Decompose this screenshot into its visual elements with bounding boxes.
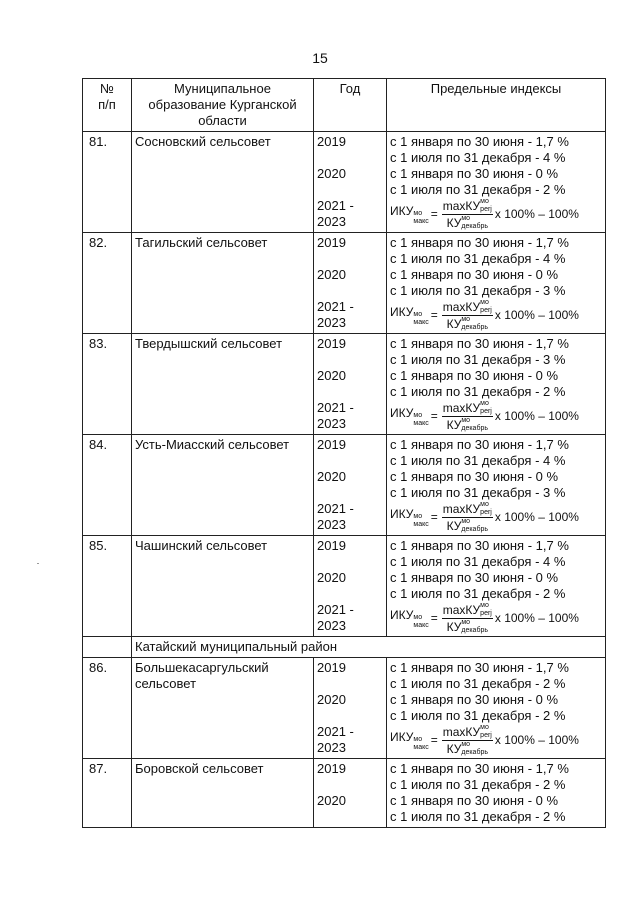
- formula-num-indices: [480, 501, 492, 517]
- table-row: [83, 334, 606, 435]
- municipality-name: Боровской сельсовет: [132, 759, 314, 828]
- header-municipality: Муниципальное образование Курганской области: [132, 79, 314, 132]
- formula-lhs-sub: макс: [413, 520, 429, 528]
- row-number: 86.: [83, 658, 132, 759]
- formula-lhs: [390, 729, 429, 752]
- table-row: [83, 132, 606, 233]
- formula-lhs-sup: мо: [413, 411, 423, 419]
- indices-cell: [387, 658, 606, 759]
- formula-den-sup: мо: [461, 214, 471, 222]
- formula-num-sub: perj: [480, 306, 492, 314]
- formula-den-sup: мо: [461, 416, 471, 424]
- year-spacer: [317, 251, 383, 267]
- formula-num-symbol: maxКУ: [442, 299, 481, 314]
- municipality-name: Усть-Миасский сельсовет: [132, 435, 314, 536]
- row-number: 84.: [83, 435, 132, 536]
- formula-den-indices: [461, 619, 488, 635]
- formula-lhs-sub: макс: [413, 318, 429, 326]
- formula-numerator: [442, 400, 493, 417]
- formula-lhs-indices: [413, 614, 428, 630]
- table-row: [83, 658, 606, 759]
- formula-lhs-symbol: ИКУ: [390, 607, 414, 622]
- formula-lhs-sup: мо: [413, 512, 423, 520]
- municipality-name: Сосновский сельсовет: [132, 132, 314, 233]
- year-value: 2020: [317, 166, 346, 181]
- year-value: 2020: [317, 267, 346, 282]
- year-value: 2021 -: [317, 400, 354, 415]
- year-value: 2023: [317, 416, 346, 431]
- index-line: с 1 июля по 31 декабря - 4 %: [390, 251, 566, 266]
- year-cell: [314, 759, 387, 828]
- year-spacer: [317, 283, 383, 299]
- index-line: с 1 января по 30 июня - 1,7 %: [390, 235, 569, 250]
- formula-fraction: [442, 602, 493, 635]
- year-spacer: [317, 676, 383, 692]
- year-value: 2020: [317, 469, 346, 484]
- index-line: с 1 января по 30 июня - 0 %: [390, 793, 559, 808]
- formula-num-sup: мо: [480, 197, 489, 205]
- formula-lhs: [390, 607, 429, 630]
- table-row: [83, 759, 606, 828]
- year-cell: [314, 658, 387, 759]
- indices-cell: [387, 435, 606, 536]
- row-number: 81.: [83, 132, 132, 233]
- formula-equals: =: [430, 733, 438, 747]
- formula-lhs-indices: [413, 311, 428, 327]
- formula-num-indices: [480, 724, 492, 740]
- formula-den-sub: декабрь: [461, 525, 488, 533]
- formula-tail: х 100% – 100%: [494, 207, 579, 221]
- formula-lhs-sub: макс: [413, 217, 429, 225]
- formula-den-sup: мо: [461, 618, 471, 626]
- formula-num-sup: мо: [480, 601, 489, 609]
- formula-num-sup: мо: [480, 298, 489, 306]
- index-line: с 1 июля по 31 декабря - 4 %: [390, 554, 566, 569]
- table-row: [83, 536, 606, 637]
- index-line: с 1 января по 30 июня - 1,7 %: [390, 761, 569, 776]
- municipality-name: Тагильский сельсовет: [132, 233, 314, 334]
- formula-numerator: [442, 501, 493, 518]
- year-spacer: [317, 352, 383, 368]
- year-cell: [314, 435, 387, 536]
- index-line: с 1 января по 30 июня - 0 %: [390, 267, 559, 282]
- formula-lhs: [390, 203, 429, 226]
- header-indices: Предельные индексы: [387, 79, 606, 132]
- indices-cell: [387, 536, 606, 637]
- table-header-row: [83, 79, 606, 132]
- formula-den-indices: [461, 518, 488, 534]
- formula-den-indices: [461, 741, 488, 757]
- formula-lhs-symbol: ИКУ: [390, 203, 414, 218]
- index-line: с 1 января по 30 июня - 1,7 %: [390, 437, 569, 452]
- year-spacer: [317, 182, 383, 198]
- formula-den-symbol: КУ: [446, 741, 462, 756]
- table-row: [83, 233, 606, 334]
- year-value: 2023: [317, 517, 346, 532]
- formula-equals: =: [430, 611, 438, 625]
- year-value: 2021 -: [317, 724, 354, 739]
- year-value: 2021 -: [317, 501, 354, 516]
- year-value: 2021 -: [317, 602, 354, 617]
- formula-num-symbol: maxКУ: [442, 501, 481, 516]
- formula-num-sub: perj: [480, 609, 492, 617]
- formula-lhs-sup: мо: [413, 613, 423, 621]
- year-value: 2021 -: [317, 299, 354, 314]
- index-line: с 1 июля по 31 декабря - 3 %: [390, 352, 566, 367]
- index-line: с 1 января по 30 июня - 0 %: [390, 469, 559, 484]
- indices-table: [82, 78, 606, 828]
- formula-numerator: [442, 299, 493, 316]
- formula-equals: =: [430, 308, 438, 322]
- formula-denominator: [447, 215, 488, 231]
- region-row: [83, 637, 606, 658]
- scan-speck: [37, 563, 39, 564]
- formula-den-sub: декабрь: [461, 626, 488, 634]
- formula-den-sup: мо: [461, 315, 471, 323]
- index-line: с 1 января по 30 июня - 1,7 %: [390, 336, 569, 351]
- index-formula: [390, 400, 602, 432]
- formula-den-symbol: КУ: [446, 518, 462, 533]
- municipality-name: Чашинский сельсовет: [132, 536, 314, 637]
- index-formula: [390, 501, 602, 533]
- index-line: с 1 января по 30 июня - 1,7 %: [390, 660, 569, 675]
- formula-lhs-symbol: ИКУ: [390, 304, 414, 319]
- formula-den-sup: мо: [461, 740, 471, 748]
- formula-denominator: [447, 518, 488, 534]
- formula-den-sub: декабрь: [461, 222, 488, 230]
- index-line: с 1 января по 30 июня - 1,7 %: [390, 134, 569, 149]
- region-num-cell: [83, 637, 132, 658]
- formula-num-sup: мо: [480, 399, 489, 407]
- index-formula: [390, 299, 602, 331]
- index-line: с 1 июля по 31 декабря - 3 %: [390, 485, 566, 500]
- formula-den-symbol: КУ: [446, 417, 462, 432]
- year-value: 2019: [317, 660, 346, 675]
- formula-den-sub: декабрь: [461, 323, 488, 331]
- row-number: 85.: [83, 536, 132, 637]
- row-number: 87.: [83, 759, 132, 828]
- year-value: 2020: [317, 692, 346, 707]
- table-body: [83, 132, 606, 828]
- year-spacer: [317, 777, 383, 793]
- year-value: 2021 -: [317, 198, 354, 213]
- formula-equals: =: [430, 207, 438, 221]
- formula-num-indices: [480, 602, 492, 618]
- formula-lhs: [390, 304, 429, 327]
- formula-lhs-indices: [413, 210, 428, 226]
- formula-lhs: [390, 506, 429, 529]
- formula-equals: =: [430, 409, 438, 423]
- year-value: 2020: [317, 570, 346, 585]
- year-value: 2023: [317, 214, 346, 229]
- index-line: с 1 июля по 31 декабря - 2 %: [390, 809, 566, 824]
- year-spacer: [317, 708, 383, 724]
- formula-tail: х 100% – 100%: [494, 510, 579, 524]
- year-value: 2019: [317, 437, 346, 452]
- year-spacer: [317, 384, 383, 400]
- formula-fraction: [442, 299, 493, 332]
- formula-numerator: [442, 602, 493, 619]
- formula-num-symbol: maxКУ: [442, 602, 481, 617]
- year-cell: [314, 132, 387, 233]
- formula-den-symbol: КУ: [446, 619, 462, 634]
- year-value: 2019: [317, 134, 346, 149]
- formula-lhs-sub: макс: [413, 419, 429, 427]
- formula-equals: =: [430, 510, 438, 524]
- index-line: с 1 января по 30 июня - 0 %: [390, 368, 559, 383]
- index-line: с 1 июля по 31 декабря - 2 %: [390, 586, 566, 601]
- index-line: с 1 января по 30 июня - 1,7 %: [390, 538, 569, 553]
- formula-lhs-indices: [413, 412, 428, 428]
- municipality-name: Большекасаргульский сельсовет: [132, 658, 314, 759]
- formula-fraction: [442, 724, 493, 757]
- formula-denominator: [447, 316, 488, 332]
- formula-num-symbol: maxКУ: [442, 198, 481, 213]
- header-num: № п/п: [83, 79, 132, 132]
- index-line: с 1 июля по 31 декабря - 2 %: [390, 384, 566, 399]
- year-cell: [314, 334, 387, 435]
- index-line: с 1 июля по 31 декабря - 4 %: [390, 150, 566, 165]
- formula-lhs-sup: мо: [413, 310, 423, 318]
- formula-denominator: [447, 417, 488, 433]
- index-line: с 1 июля по 31 декабря - 4 %: [390, 453, 566, 468]
- formula-num-indices: [480, 400, 492, 416]
- year-cell: [314, 233, 387, 334]
- formula-lhs-sup: мо: [413, 735, 423, 743]
- index-formula: [390, 724, 602, 756]
- formula-num-sup: мо: [480, 500, 489, 508]
- indices-cell: [387, 759, 606, 828]
- formula-denominator: [447, 741, 488, 757]
- index-line: с 1 января по 30 июня - 0 %: [390, 570, 559, 585]
- formula-tail: х 100% – 100%: [494, 733, 579, 747]
- formula-den-indices: [461, 417, 488, 433]
- year-value: 2023: [317, 618, 346, 633]
- formula-lhs-indices: [413, 513, 428, 529]
- index-line: с 1 июля по 31 декабря - 2 %: [390, 708, 566, 723]
- formula-den-sub: декабрь: [461, 424, 488, 432]
- formula-num-indices: [480, 299, 492, 315]
- formula-den-sup: мо: [461, 517, 471, 525]
- formula-num-sub: perj: [480, 731, 492, 739]
- formula-num-symbol: maxКУ: [442, 400, 481, 415]
- table-row: [83, 435, 606, 536]
- formula-lhs-symbol: ИКУ: [390, 405, 414, 420]
- formula-lhs-symbol: ИКУ: [390, 506, 414, 521]
- formula-lhs: [390, 405, 429, 428]
- indices-cell: [387, 233, 606, 334]
- row-number: 82.: [83, 233, 132, 334]
- row-number: 83.: [83, 334, 132, 435]
- year-value: 2020: [317, 368, 346, 383]
- formula-den-indices: [461, 316, 488, 332]
- region-title: Катайский муниципальный район: [132, 637, 606, 658]
- formula-num-sub: perj: [480, 407, 492, 415]
- formula-fraction: [442, 198, 493, 231]
- formula-num-indices: [480, 198, 492, 214]
- year-value: 2019: [317, 235, 346, 250]
- header-year: Год: [314, 79, 387, 132]
- formula-tail: х 100% – 100%: [494, 611, 579, 625]
- formula-lhs-sub: макс: [413, 743, 429, 751]
- year-value: 2020: [317, 793, 346, 808]
- year-spacer: [317, 586, 383, 602]
- index-line: с 1 июля по 31 декабря - 2 %: [390, 182, 566, 197]
- formula-numerator: [442, 198, 493, 215]
- formula-denominator: [447, 619, 488, 635]
- indices-cell: [387, 334, 606, 435]
- index-line: с 1 июля по 31 декабря - 2 %: [390, 676, 566, 691]
- formula-num-symbol: maxКУ: [442, 724, 481, 739]
- year-value: 2019: [317, 538, 346, 553]
- formula-lhs-symbol: ИКУ: [390, 729, 414, 744]
- formula-tail: х 100% – 100%: [494, 308, 579, 322]
- formula-fraction: [442, 400, 493, 433]
- formula-lhs-indices: [413, 736, 428, 752]
- formula-tail: х 100% – 100%: [494, 409, 579, 423]
- index-line: с 1 июля по 31 декабря - 2 %: [390, 777, 566, 792]
- formula-den-symbol: КУ: [446, 316, 462, 331]
- indices-cell: [387, 132, 606, 233]
- formula-numerator: [442, 724, 493, 741]
- year-spacer: [317, 150, 383, 166]
- formula-den-symbol: КУ: [446, 215, 462, 230]
- index-formula: [390, 602, 602, 634]
- year-value: 2019: [317, 761, 346, 776]
- index-line: с 1 января по 30 июня - 0 %: [390, 692, 559, 707]
- formula-den-sub: декабрь: [461, 748, 488, 756]
- formula-lhs-sub: макс: [413, 621, 429, 629]
- year-value: 2023: [317, 315, 346, 330]
- formula-num-sub: perj: [480, 205, 492, 213]
- year-spacer: [317, 554, 383, 570]
- year-spacer: [317, 453, 383, 469]
- formula-num-sub: perj: [480, 508, 492, 516]
- formula-den-indices: [461, 215, 488, 231]
- page-number: 15: [312, 50, 328, 66]
- index-line: с 1 июля по 31 декабря - 3 %: [390, 283, 566, 298]
- formula-fraction: [442, 501, 493, 534]
- year-value: 2023: [317, 740, 346, 755]
- formula-lhs-sup: мо: [413, 209, 423, 217]
- formula-num-sup: мо: [480, 723, 489, 731]
- year-value: 2019: [317, 336, 346, 351]
- municipality-name: Твердышский сельсовет: [132, 334, 314, 435]
- index-line: с 1 января по 30 июня - 0 %: [390, 166, 559, 181]
- year-spacer: [317, 485, 383, 501]
- index-formula: [390, 198, 602, 230]
- year-cell: [314, 536, 387, 637]
